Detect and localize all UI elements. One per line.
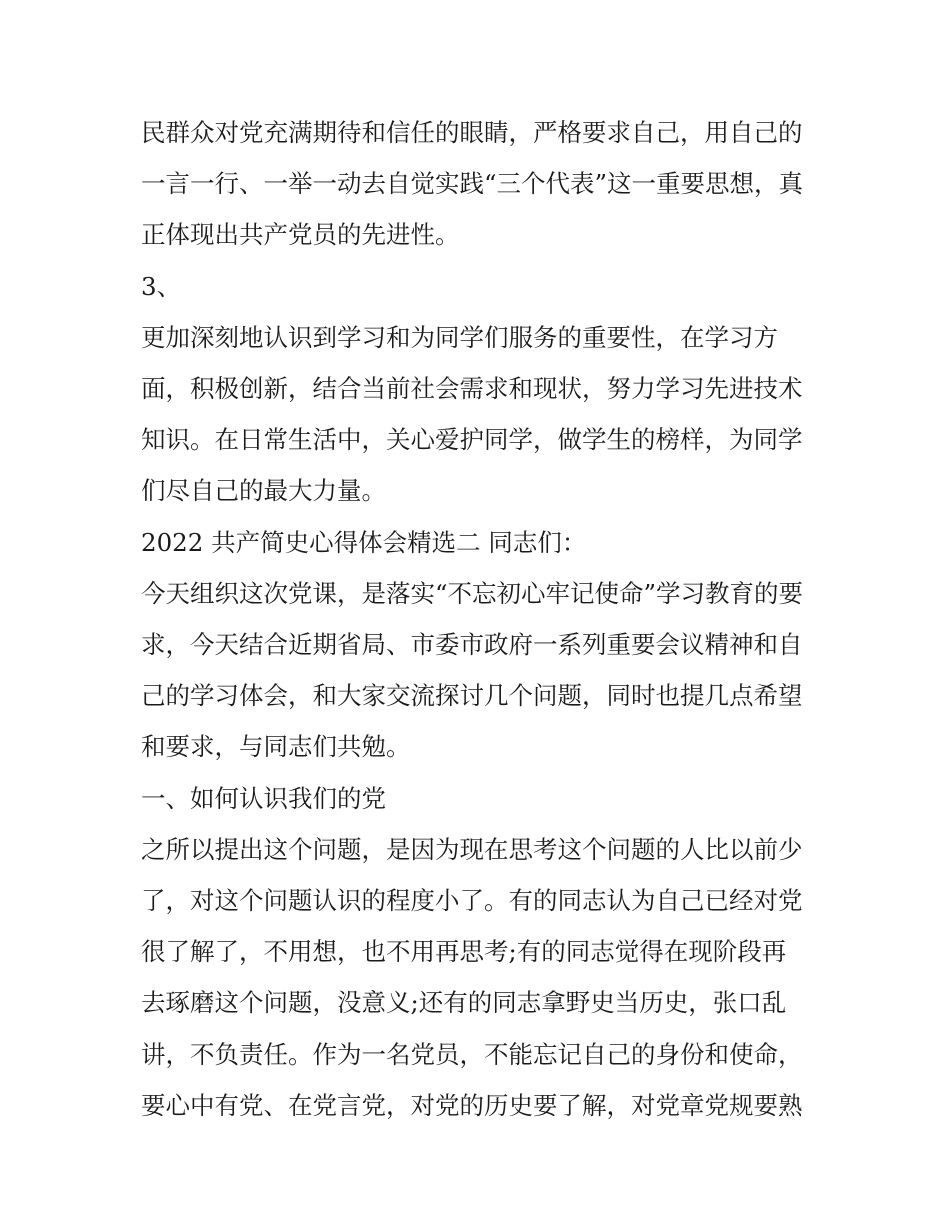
text-line: 面，积极创新，结合当前社会需求和现状，努力学习先进技术: [141, 374, 803, 404]
text-line: 之所以提出这个问题，是因为现在思考这个问题的人比以前少: [141, 834, 803, 864]
text-line: 了，对这个问题认识的程度小了。有的同志认为自己已经对党: [141, 886, 803, 916]
section-title: 2022 共产简史心得体会精选二 同志们：: [141, 527, 587, 557]
text-line: 们尽自己的最大力量。: [141, 476, 386, 506]
text-line: 很了解了，不用想，也不用再思考;有的同志觉得在现阶段再: [141, 937, 787, 967]
text-line: 求，今天结合近期省局、市委市政府一系列重要会议精神和自: [141, 630, 803, 660]
text-line: 民群众对党充满期待和信任的眼睛，严格要求自己，用自己的: [141, 118, 803, 147]
document-body: [141, 107, 821, 1131]
text-line: 要心中有党、在党言党，对党的历史要了解，对党章党规要熟: [141, 1090, 803, 1120]
text-line: 一言一行、一举一动去自觉实践“三个代表”这一重要思想，真: [141, 169, 804, 199]
list-number: 3、: [141, 271, 182, 301]
text-line: 更加深刻地认识到学习和为同学们服务的重要性，在学习方: [141, 322, 778, 352]
section-heading: 一、如何认识我们的党: [141, 783, 386, 813]
text-line: 正体现出共产党员的先进性。: [141, 220, 460, 250]
text-line: 己的学习体会，和大家交流探讨几个问题，同时也提几点希望: [141, 681, 803, 711]
text-line: 知识。在日常生活中，关心爱护同学，做学生的榜样，为同学: [141, 425, 803, 455]
text-line: 今天组织这次党课，是落实“不忘初心牢记使命”学习教育的要: [141, 578, 804, 608]
text-line: 和要求，与同志们共勉。: [141, 732, 411, 762]
text-line: 讲，不负责任。作为一名党员，不能忘记自己的身份和使命，: [141, 1039, 803, 1069]
text-line: 去琢磨这个问题，没意义;还有的同志拿野史当历史，张口乱: [141, 988, 787, 1018]
